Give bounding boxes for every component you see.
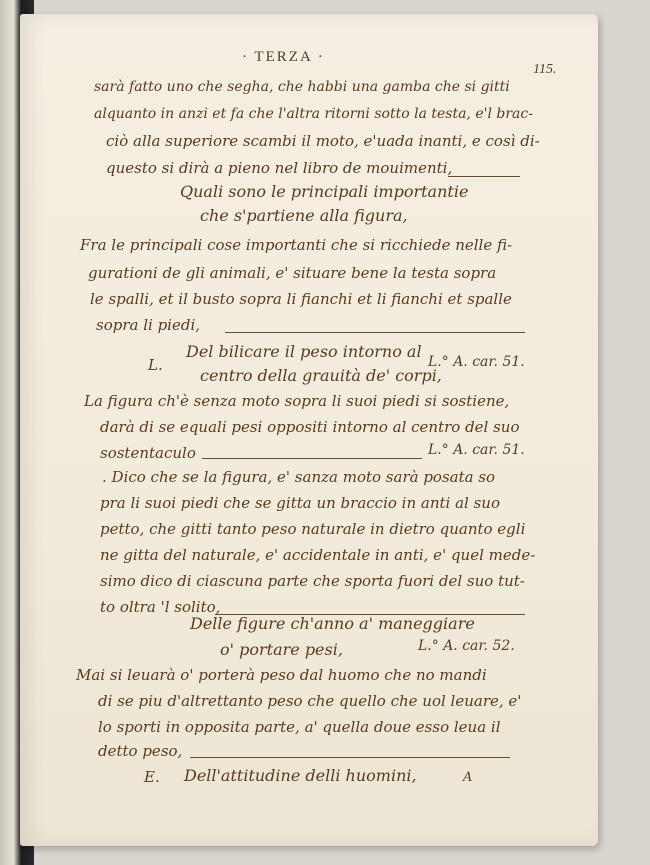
source-reference: L.° A. car. 51. — [428, 354, 525, 370]
section-heading: che s'partiene alla figura, — [200, 206, 408, 225]
text-line: gurationi de gli animali, e' situare bene la testa sopra — [88, 264, 497, 282]
text-line: to oltra 'l solito, — [100, 598, 221, 616]
section-heading: Del bilicare il peso intorno al — [186, 342, 422, 361]
section-heading: o' portare pesi, — [220, 640, 343, 659]
text-line: Fra le principali cose importanti che si ricchiede nelle fi- — [80, 236, 513, 254]
text-line: petto, che gitti tanto peso naturale in dietro quanto egli — [100, 520, 526, 538]
section-heading: Delle figure ch'anno a' maneggiare — [190, 614, 475, 633]
text-line: Mai si leuarà o' porterà peso dal huomo che no mandi — [76, 666, 487, 684]
catchword: A — [463, 770, 473, 785]
text-line: darà di se equali pesi oppositi intorno al centro del suo — [100, 418, 520, 436]
text-line: lo sporti in opposita parte, a' quella doue esso leua il — [98, 718, 501, 736]
text-line: alquanto in anzi et fa che l'altra ritorni sotto la testa, e'l brac- — [94, 106, 533, 122]
text-line: pra li suoi piedi che se gitta un braccio in anti al suo — [100, 494, 500, 512]
text-line: sarà fatto uno che segha, che habbi una gamba che si gitti — [94, 79, 510, 95]
section-heading: Quali sono le principali importantie — [180, 182, 469, 201]
text-line: simo dico di ciascuna parte che sporta fuori del suo tut- — [100, 572, 525, 590]
line-filler-rule — [202, 458, 422, 459]
line-filler-rule — [448, 176, 520, 177]
text-line: questo si dirà a pieno nel libro de mouimenti, — [106, 159, 453, 177]
text-line: le spalli, et il busto sopra li fianchi et li fianchi et spalle — [90, 290, 512, 308]
line-filler-rule — [190, 757, 510, 758]
text-line: La figura ch'è senza moto sopra li suoi piedi si sostiene, — [84, 392, 510, 410]
section-heading: centro della grauità de' corpi, — [200, 366, 442, 385]
margin-mark: L. — [148, 356, 163, 374]
line-filler-rule — [225, 332, 525, 333]
source-reference: L.° A. car. 52. — [418, 638, 515, 654]
manuscript-page — [20, 14, 598, 846]
source-reference: L.° A. car. 51. — [428, 442, 525, 458]
text-line: ne gitta del naturale, e' accidentale in anti, e' quel mede- — [100, 546, 536, 564]
folio-number: 115. — [533, 62, 557, 77]
text-line: sostentaculo — [100, 444, 196, 462]
section-heading: Dell'attitudine delli huomini, — [184, 766, 417, 785]
text-line: detto peso, — [98, 742, 183, 760]
text-line: ciò alla superiore scambi il moto, e'uada inanti, e così di- — [106, 132, 540, 150]
margin-mark: E. — [144, 768, 160, 786]
running-title: · TERZA · — [242, 49, 325, 65]
text-line: sopra li piedi, — [96, 316, 201, 334]
text-line: di se piu d'altrettanto peso che quello che uol leuare, e' — [98, 692, 522, 710]
text-line: . Dico che se la figura, e' sanza moto sarà posata so — [102, 468, 496, 486]
